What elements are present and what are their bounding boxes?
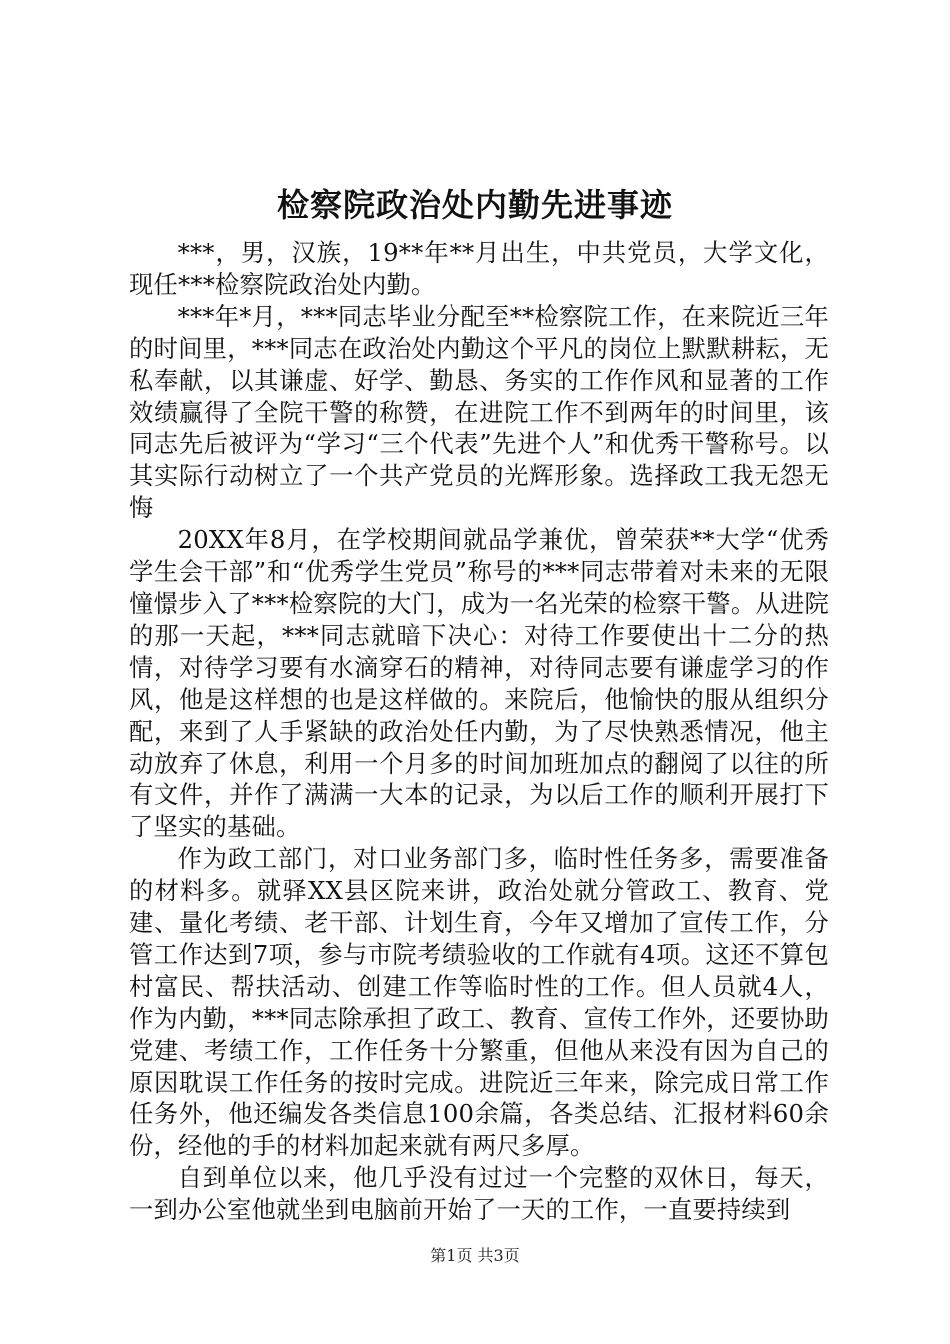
paragraph-intro: ***，男，汉族，19**年**月出生，中共党员，大学文化，现任***检察院政治处内勤。 xyxy=(129,238,829,299)
paragraph-dedication: 自到单位以来，他几乎没有过过一个完整的双休日，每天，一到办公室他就坐到电脑前开始了一天的工作，一直要持续到 xyxy=(129,1163,829,1225)
document-title: 检察院政治处内勤先进事迹 xyxy=(276,186,673,224)
paragraph-career: ***年*月，***同志毕业分配至**检察院工作，在来院近三年的时间里，***同志在政治处内勤这个平凡的岗位上默默耕耘，无私奉献，以其谦虚、好学、勤恳、务实的工作作风和显著的工作效绩赢得了全院干警的称赞，在进院工作不到两年的时间里，该同志先后被评为“学习“三个代表”先进个人”和优秀干警称号。以其实际行动树立了一个共产党员的光辉形象。选择政工我无怨无悔 xyxy=(129,301,829,523)
document-body xyxy=(129,237,829,1226)
paragraph-joining: 20XX年8月，在学校期间就品学兼优，曾荣获**大学“优秀学生会干部”和“优秀学生党员”称号的***同志带着对未来的无限憧憬步入了***检察院的大门，成为一名光荣的检察干警。从进院的那一天起，***同志就暗下决心：对待工作要使出十二分的热情，对待学习要有水滴穿石的精神，对待同志要有谦虚学习的作风，他是这样想的也是这样做的。来院后，他愉快的服从组织分配，来到了人手紧缺的政治处任内勤，为了尽快熟悉情况，他主动放弃了休息，利用一个月多的时间加班加点的翻阅了以往的所有文件，并作了满满一大本的记录，为以后工作的顺利开展打下了坚实的基础。 xyxy=(129,525,829,842)
paragraph-duties: 作为政工部门，对口业务部门多，临时性任务多，需要准备的材料多。就驿XX县区院来讲，政治处就分管政工、教育、党建、量化考绩、老干部、计划生育，今年又增加了宣传工作，分管工作达到7项，参与市院考绩验收的工作就有4项。这还不算包村富民、帮扶活动、创建工作等临时性的工作。但人员就4人，作为内勤，***同志除承担了政工、教育、宣传工作外，还要协助党建、考绩工作，工作任务十分繁重，但他从来没有因为自己的原因耽误工作任务的按时完成。进院近三年来，除完成日常工作任务外，他还编发各类信息100余篇，各类总结、汇报材料60余份，经他的手的材料加起来就有两尺多厚。 xyxy=(129,844,829,1161)
page-number-footer: 第1页 共3页 xyxy=(430,1246,520,1265)
